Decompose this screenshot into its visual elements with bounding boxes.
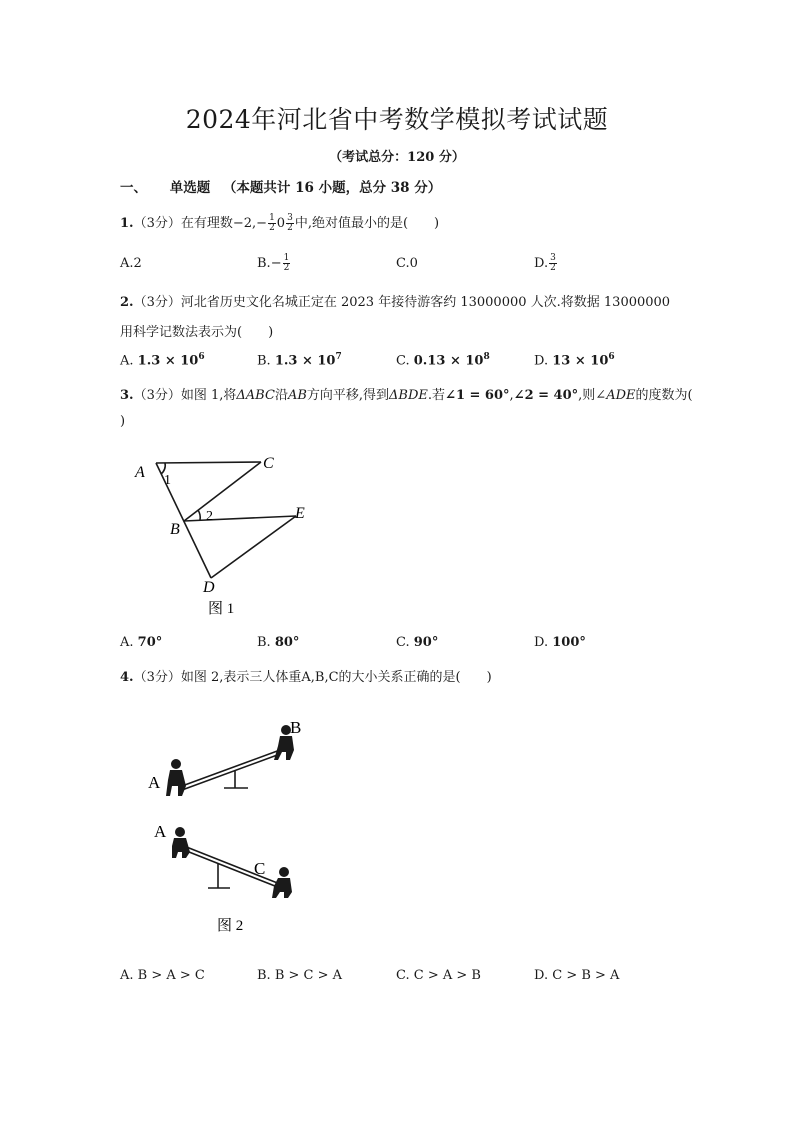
- person-a2-label: A: [154, 822, 167, 841]
- seesaw-2: [184, 846, 280, 888]
- question-number: 1.: [120, 216, 134, 231]
- point-b-label: B: [170, 521, 180, 538]
- person-a2-icon: [172, 827, 190, 858]
- person-c-label: C: [254, 859, 266, 878]
- point-e-label: E: [295, 505, 305, 522]
- option-a: A. B > A > C: [120, 968, 205, 983]
- person-a-icon: [166, 759, 186, 796]
- seesaw-1: [182, 750, 280, 790]
- figure-2-seesaws: [140, 706, 330, 946]
- angle-2-label: 2: [206, 509, 213, 524]
- fraction: $\frac{1}{2}$: [269, 213, 275, 233]
- question-number: 3.: [120, 388, 134, 403]
- figure-1-triangle-translation: [118, 446, 338, 622]
- angle-1-label: 1: [164, 473, 171, 488]
- question-text: 河北省历史文化名城正定在 2023 年接待游客约 13000000 人次.将数据 13000000: [180, 295, 671, 310]
- question-score: （3分）: [133, 216, 181, 231]
- question-text: 在有理数−2,−: [180, 216, 268, 231]
- option-d: D. 100°: [534, 635, 586, 650]
- question-4: [120, 666, 492, 685]
- option-a: A.2: [120, 256, 142, 271]
- question-1: [120, 212, 439, 233]
- fraction: $\frac{3}{2}$: [287, 213, 293, 233]
- point-d-label: D: [203, 579, 215, 596]
- option-b: B. $1.3 \times 10^7$: [257, 352, 342, 369]
- option-b: B. B > C > A: [257, 968, 343, 983]
- section-desc: （本题共计 16 小题，总分 38 分）: [222, 180, 442, 196]
- option-a: A. 70°: [120, 635, 163, 650]
- option-c: C. $0.13 \times 10^8$: [396, 352, 490, 369]
- option-c: C. C > A > B: [396, 968, 481, 983]
- question-2: [120, 291, 670, 310]
- question-text: 中,绝对值最小的是( ): [294, 216, 440, 231]
- option-d: D. $\frac{3}{2}$: [534, 253, 556, 273]
- page-title: 2024年河北省中考数学模拟考试试题: [185, 105, 609, 134]
- figure-1-caption: 图 1: [208, 601, 235, 617]
- question-text: 如图 2,表示三人体重A,B,C的大小关系正确的是( ): [180, 670, 492, 685]
- exam-total-score: （考试总分：120 分）: [329, 150, 465, 165]
- option-b: B. 80°: [257, 635, 300, 650]
- section-number: 一、: [120, 180, 147, 196]
- question-score: （3分）: [133, 388, 181, 403]
- person-b-label: B: [290, 718, 302, 737]
- question-number: 4.: [120, 670, 134, 685]
- question-3: 3.（3分）如图 1,将ΔABC沿AB方向平移,得到ΔBDE.若∠1 = 60°,∠2 = 40°,则∠ADE的度数为(: [120, 388, 693, 403]
- option-d: D. $13 \times 10^6$: [534, 352, 615, 369]
- figure-2-caption: 图 2: [217, 918, 244, 934]
- question-text: 0: [276, 216, 286, 231]
- section-header: [120, 176, 441, 196]
- option-c: C.0: [396, 256, 418, 271]
- question-2-line2: 用科学记数法表示为( ): [120, 325, 274, 340]
- option-c: C. 90°: [396, 635, 439, 650]
- section-name: 单选题: [169, 180, 211, 196]
- point-c-label: C: [263, 455, 274, 472]
- option-b: B.− $\frac{1}{2}$: [257, 253, 290, 273]
- option-d: D. C > B > A: [534, 968, 620, 983]
- question-number: 2.: [120, 295, 134, 310]
- question-3-line2: ): [120, 414, 126, 429]
- question-score: （3分）: [133, 670, 181, 685]
- point-a-label: A: [135, 464, 145, 481]
- option-a: A. $1.3 \times 10^6$: [120, 352, 205, 369]
- person-a-label: A: [148, 773, 161, 792]
- question-score: （3分）: [133, 295, 181, 310]
